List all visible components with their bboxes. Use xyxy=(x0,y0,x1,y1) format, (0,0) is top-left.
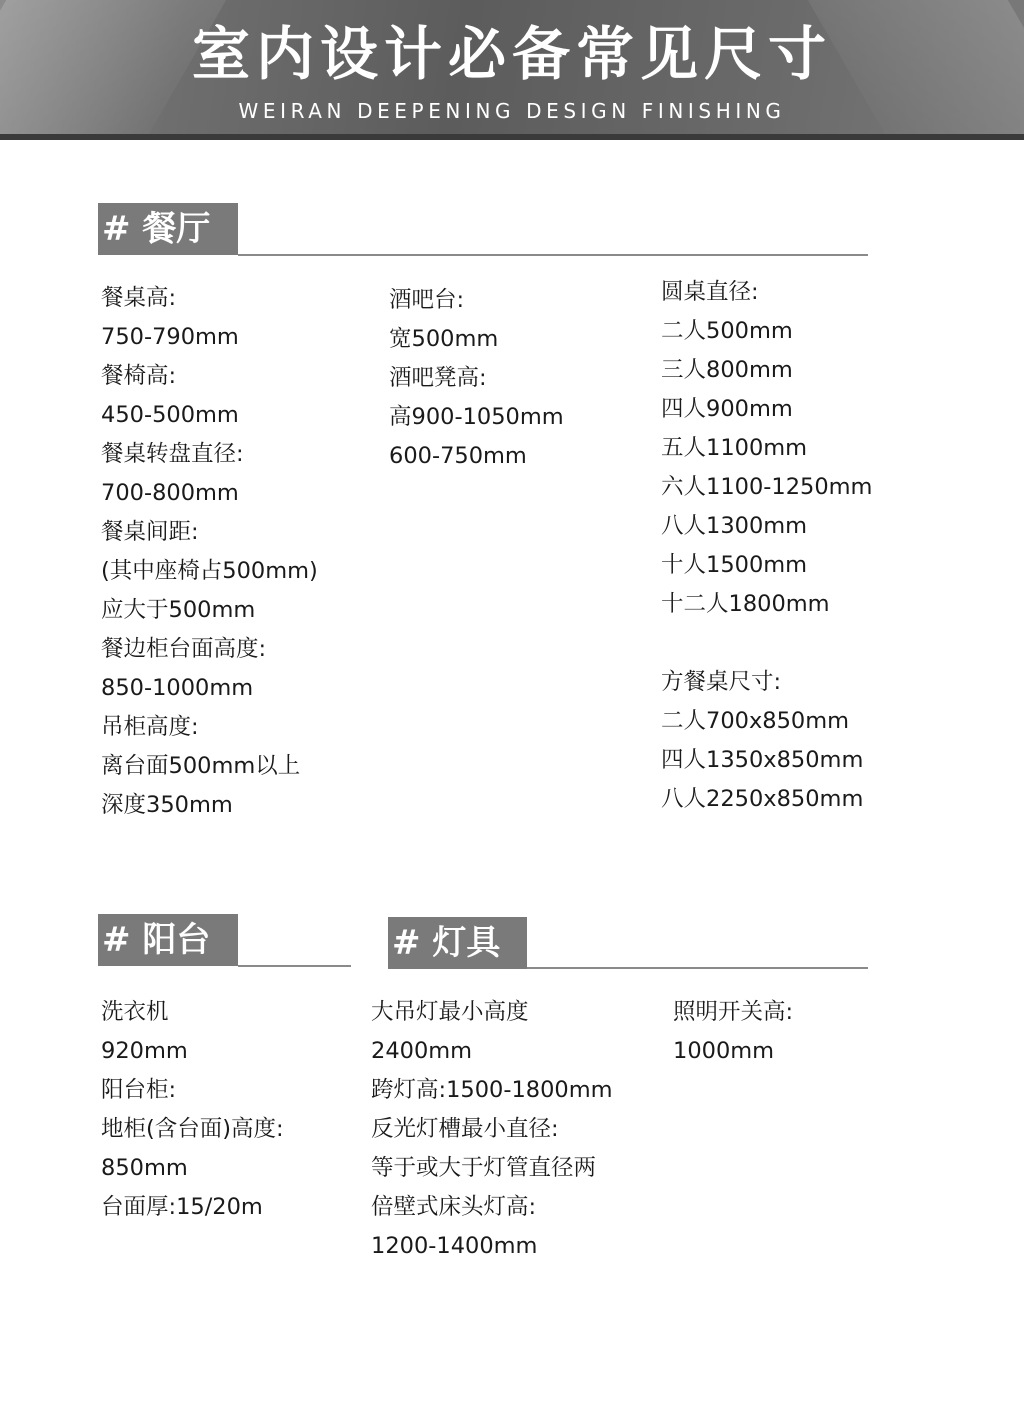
spec-line: 餐桌转盘直径: xyxy=(101,441,244,467)
spec-line: 酒吧台: xyxy=(389,287,465,313)
spec-line: 700-800mm xyxy=(101,480,239,506)
spec-line: 圆桌直径: xyxy=(661,279,759,305)
section-rule-dining xyxy=(238,254,868,256)
spec-line: 洗衣机 xyxy=(101,999,169,1025)
spec-line: 920mm xyxy=(101,1038,188,1064)
spec-line: 方餐桌尺寸: xyxy=(661,669,782,695)
spec-line: 750-790mm xyxy=(101,324,239,350)
spec-line: 深度350mm xyxy=(101,792,233,818)
spec-line: 三人800mm xyxy=(661,357,793,383)
spec-line: 应大于500mm xyxy=(101,597,256,623)
page-title: 室内设计必备常见尺寸 xyxy=(191,20,832,88)
spec-line: 十二人1800mm xyxy=(661,591,830,617)
dining-column-1 xyxy=(101,279,318,825)
spec-line: 八人1300mm xyxy=(661,513,808,539)
section-rule-lighting xyxy=(527,967,868,969)
spec-line: 2400mm xyxy=(371,1038,473,1064)
section-tag-lighting: # 灯具 xyxy=(388,917,527,969)
spec-line: 二人500mm xyxy=(661,318,793,344)
spec-line: 450-500mm xyxy=(101,402,239,428)
header-banner xyxy=(0,0,1024,134)
spec-line: 餐桌间距: xyxy=(101,519,199,545)
spec-line: 餐边柜台面高度: xyxy=(101,636,267,662)
spec-line: 850-1000mm xyxy=(101,675,254,701)
spec-line: 地柜(含台面)高度: xyxy=(101,1116,284,1142)
spec-line: 四人900mm xyxy=(661,396,793,422)
lighting-column-2 xyxy=(673,993,793,1071)
section-tag-balcony: # 阳台 xyxy=(98,914,238,966)
header-divider xyxy=(0,134,1024,140)
spec-line: 餐桌高: xyxy=(101,285,177,311)
spec-line: 五人1100mm xyxy=(661,435,808,461)
spec-line: 吊柜高度: xyxy=(101,714,199,740)
spec-line: 宽500mm xyxy=(389,326,499,352)
spec-line: 1000mm xyxy=(673,1038,775,1064)
spec-line: 大吊灯最小高度 xyxy=(371,999,529,1025)
spec-line: (其中座椅占500mm) xyxy=(101,558,318,584)
spec-line: 850mm xyxy=(101,1155,188,1181)
spec-line: 反光灯槽最小直径: xyxy=(371,1116,559,1142)
spec-line: 等于或大于灯管直径两 xyxy=(371,1155,597,1181)
spec-line: 阳台柜: xyxy=(101,1077,177,1103)
spec-line: 1200-1400mm xyxy=(371,1233,538,1259)
spec-line: 八人2250x850mm xyxy=(661,786,864,812)
spec-line: 餐椅高: xyxy=(101,363,177,389)
spec-line: 六人1100-1250mm xyxy=(661,474,873,500)
spec-line: 离台面500mm以上 xyxy=(101,753,301,779)
spec-line: 高900-1050mm xyxy=(389,404,564,430)
spec-line: 倍壁式床头灯高: xyxy=(371,1194,537,1220)
spec-line: 二人700x850mm xyxy=(661,708,850,734)
section-rule-balcony xyxy=(238,965,351,967)
spec-line: 跨灯高:1500-1800mm xyxy=(371,1077,613,1103)
lighting-column-1 xyxy=(371,993,613,1266)
spec-line xyxy=(661,624,872,663)
dining-column-2 xyxy=(389,281,564,476)
page-subtitle: WEIRAN DEEPENING DESIGN FINISHING xyxy=(238,99,786,123)
spec-line: 照明开关高: xyxy=(673,999,794,1025)
spec-line: 台面厚:15/20m xyxy=(101,1194,263,1220)
spec-line: 十人1500mm xyxy=(661,552,808,578)
spec-line: 600-750mm xyxy=(389,443,527,469)
balcony-column-1 xyxy=(101,993,284,1227)
section-tag-dining: # 餐厅 xyxy=(98,203,238,255)
spec-line: 四人1350x850mm xyxy=(661,747,864,773)
dining-column-3 xyxy=(661,273,872,819)
spec-line: 酒吧凳高: xyxy=(389,365,487,391)
